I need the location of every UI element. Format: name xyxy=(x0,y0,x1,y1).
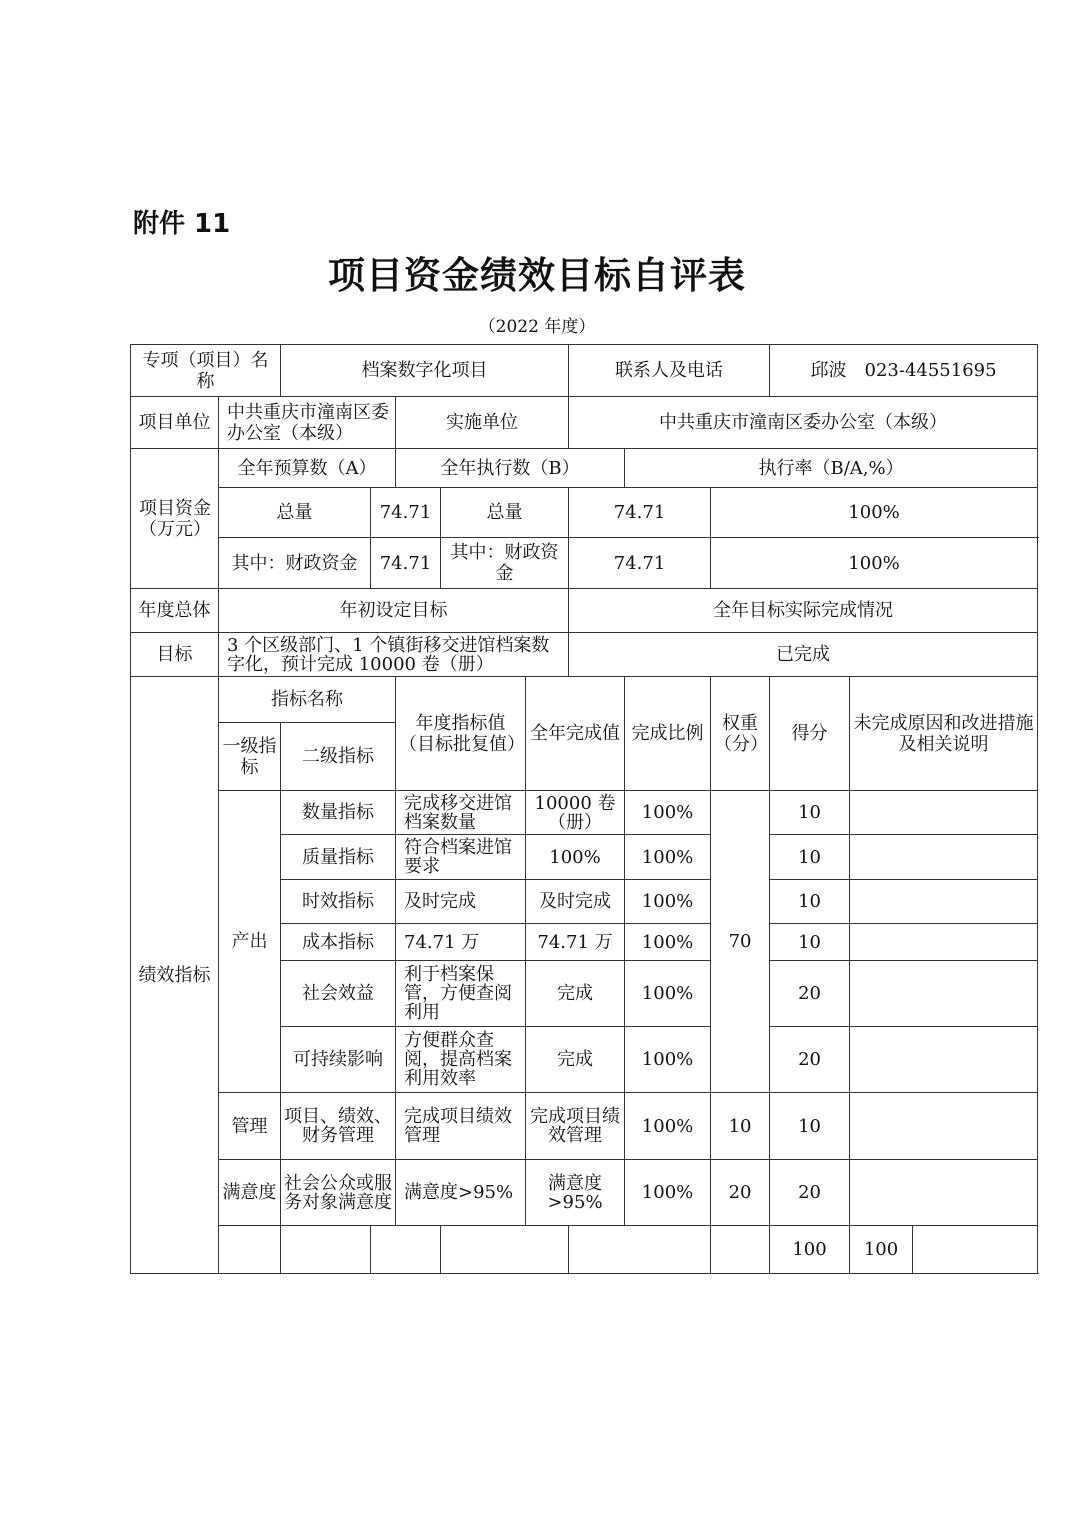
actual-goal-label: 全年目标实际完成情况 xyxy=(569,589,1038,633)
rate-label: 执行率（B/A,%） xyxy=(625,449,1038,488)
indicator-target: 及时完成 xyxy=(396,880,526,924)
mgmt-score: 10 xyxy=(770,1093,850,1160)
actual-header: 全年完成值 xyxy=(526,677,625,791)
ratio-header: 完成比例 xyxy=(625,677,711,791)
sat-target: 满意度>95% xyxy=(396,1160,526,1226)
initial-goal: 3 个区级部门、1 个镇街移交进馆档案数字化，预计完成 10000 卷（册） xyxy=(219,633,569,677)
indicator-ratio: 100% xyxy=(625,791,711,835)
fiscal-exec: 74.71 xyxy=(569,538,711,589)
indicator-note xyxy=(850,924,1038,961)
level2-header: 二级指标 xyxy=(281,723,396,791)
target-header: 年度指标值（目标批复值） xyxy=(396,677,526,791)
fiscal-label: 其中：财政资金 xyxy=(219,538,371,589)
mgmt-actual: 完成项目绩效管理 xyxy=(526,1093,625,1160)
indicator-score: 10 xyxy=(770,924,850,961)
year-goal-label: 年度总体 xyxy=(131,589,219,633)
indicator-l2: 社会效益 xyxy=(281,961,396,1027)
sat-l1: 满意度 xyxy=(219,1160,281,1226)
sat-actual: 满意度>95% xyxy=(526,1160,625,1226)
indicator-l2: 时效指标 xyxy=(281,880,396,924)
indicator-target: 74.71 万 xyxy=(396,924,526,961)
note-header: 未完成原因和改进措施及相关说明 xyxy=(850,677,1038,791)
evaluation-table xyxy=(130,344,1038,1274)
impl-unit: 中共重庆市潼南区委办公室（本级） xyxy=(569,397,1038,449)
indicator-target: 方便群众查阅，提高档案利用效率 xyxy=(396,1027,526,1093)
total-exec: 74.71 xyxy=(569,488,711,538)
exec-label: 全年执行数（B） xyxy=(396,449,625,488)
total-cell xyxy=(281,1226,371,1274)
total-cell xyxy=(371,1226,441,1274)
contact-label: 联系人及电话 xyxy=(569,345,770,397)
mgmt-l1: 管理 xyxy=(219,1093,281,1160)
total-weight: 100 xyxy=(770,1226,850,1274)
score-header: 得分 xyxy=(770,677,850,791)
fiscal-rate: 100% xyxy=(711,538,1038,589)
indicator-note xyxy=(850,961,1038,1027)
indicator-actual: 100% xyxy=(526,835,625,880)
sat-ratio: 100% xyxy=(625,1160,711,1226)
total-cell xyxy=(569,1226,711,1274)
indicator-note xyxy=(850,791,1038,835)
sat-weight: 20 xyxy=(711,1160,770,1226)
impl-unit-label: 实施单位 xyxy=(396,397,569,449)
indicator-l2: 质量指标 xyxy=(281,835,396,880)
actual-goal: 已完成 xyxy=(569,633,1038,677)
output-weight: 70 xyxy=(711,791,770,1093)
indicator-target: 利于档案保管，方便查阅利用 xyxy=(396,961,526,1027)
indicator-l2: 数量指标 xyxy=(281,791,396,835)
attachment-number: 附件 11 xyxy=(133,209,231,239)
total-cell xyxy=(219,1226,281,1274)
funds-label: 项目资金（万元） xyxy=(131,449,219,589)
indicator-score: 20 xyxy=(770,1027,850,1093)
indicator-score: 20 xyxy=(770,961,850,1027)
total-budget: 74.71 xyxy=(371,488,441,538)
indicator-actual: 10000 卷（册） xyxy=(526,791,625,835)
project-name-label: 专项（项目）名称 xyxy=(131,345,281,397)
total-exec-label: 总量 xyxy=(441,488,569,538)
indicator-note xyxy=(850,835,1038,880)
indicator-score: 10 xyxy=(770,835,850,880)
fiscal-budget: 74.71 xyxy=(371,538,441,589)
sat-note xyxy=(850,1160,1038,1226)
perf-section-label: 绩效指标 xyxy=(131,677,219,1274)
indicator-target: 符合档案进馆要求 xyxy=(396,835,526,880)
unit-label: 项目单位 xyxy=(131,397,219,449)
sat-score: 20 xyxy=(770,1160,850,1226)
mgmt-ratio: 100% xyxy=(625,1093,711,1160)
indicator-score: 10 xyxy=(770,791,850,835)
contact: 邱波 023-44551695 xyxy=(770,345,1038,397)
sat-l2: 社会公众或服务对象满意度 xyxy=(281,1160,396,1226)
indicator-note xyxy=(850,880,1038,924)
indicator-actual: 完成 xyxy=(526,1027,625,1093)
indicator-ratio: 100% xyxy=(625,961,711,1027)
page-title: 项目资金绩效目标自评表 xyxy=(328,253,746,297)
mgmt-note xyxy=(850,1093,1038,1160)
total-label: 总量 xyxy=(219,488,371,538)
indicator-actual: 完成 xyxy=(526,961,625,1027)
indicator-note xyxy=(850,1027,1038,1093)
indicator-name-header: 指标名称 xyxy=(219,677,396,723)
project-name: 档案数字化项目 xyxy=(281,345,569,397)
project-unit: 中共重庆市潼南区委办公室（本级） xyxy=(219,397,396,449)
indicator-ratio: 100% xyxy=(625,1027,711,1093)
indicator-l2: 可持续影响 xyxy=(281,1027,396,1093)
indicator-target: 完成移交进馆档案数量 xyxy=(396,791,526,835)
indicator-score: 10 xyxy=(770,880,850,924)
indicator-actual: 及时完成 xyxy=(526,880,625,924)
fiscal-exec-label: 其中：财政资金 xyxy=(441,538,569,589)
indicator-ratio: 100% xyxy=(625,924,711,961)
level1-header: 一级指标 xyxy=(219,723,281,791)
total-cell xyxy=(913,1226,1038,1274)
total-cell xyxy=(441,1226,569,1274)
total-score: 100 xyxy=(850,1226,913,1274)
budget-label: 全年预算数（A） xyxy=(219,449,396,488)
target-label: 目标 xyxy=(131,633,219,677)
report-year: （2022 年度） xyxy=(478,317,596,337)
total-cell xyxy=(711,1226,770,1274)
mgmt-weight: 10 xyxy=(711,1093,770,1160)
total-rate: 100% xyxy=(711,488,1038,538)
indicator-ratio: 100% xyxy=(625,880,711,924)
output-label: 产出 xyxy=(219,791,281,1093)
indicator-l2: 成本指标 xyxy=(281,924,396,961)
mgmt-target: 完成项目绩效管理 xyxy=(396,1093,526,1160)
mgmt-l2: 项目、绩效、财务管理 xyxy=(281,1093,396,1160)
weight-header: 权重（分） xyxy=(711,677,770,791)
indicator-actual: 74.71 万 xyxy=(526,924,625,961)
indicator-ratio: 100% xyxy=(625,835,711,880)
initial-goal-label: 年初设定目标 xyxy=(219,589,569,633)
